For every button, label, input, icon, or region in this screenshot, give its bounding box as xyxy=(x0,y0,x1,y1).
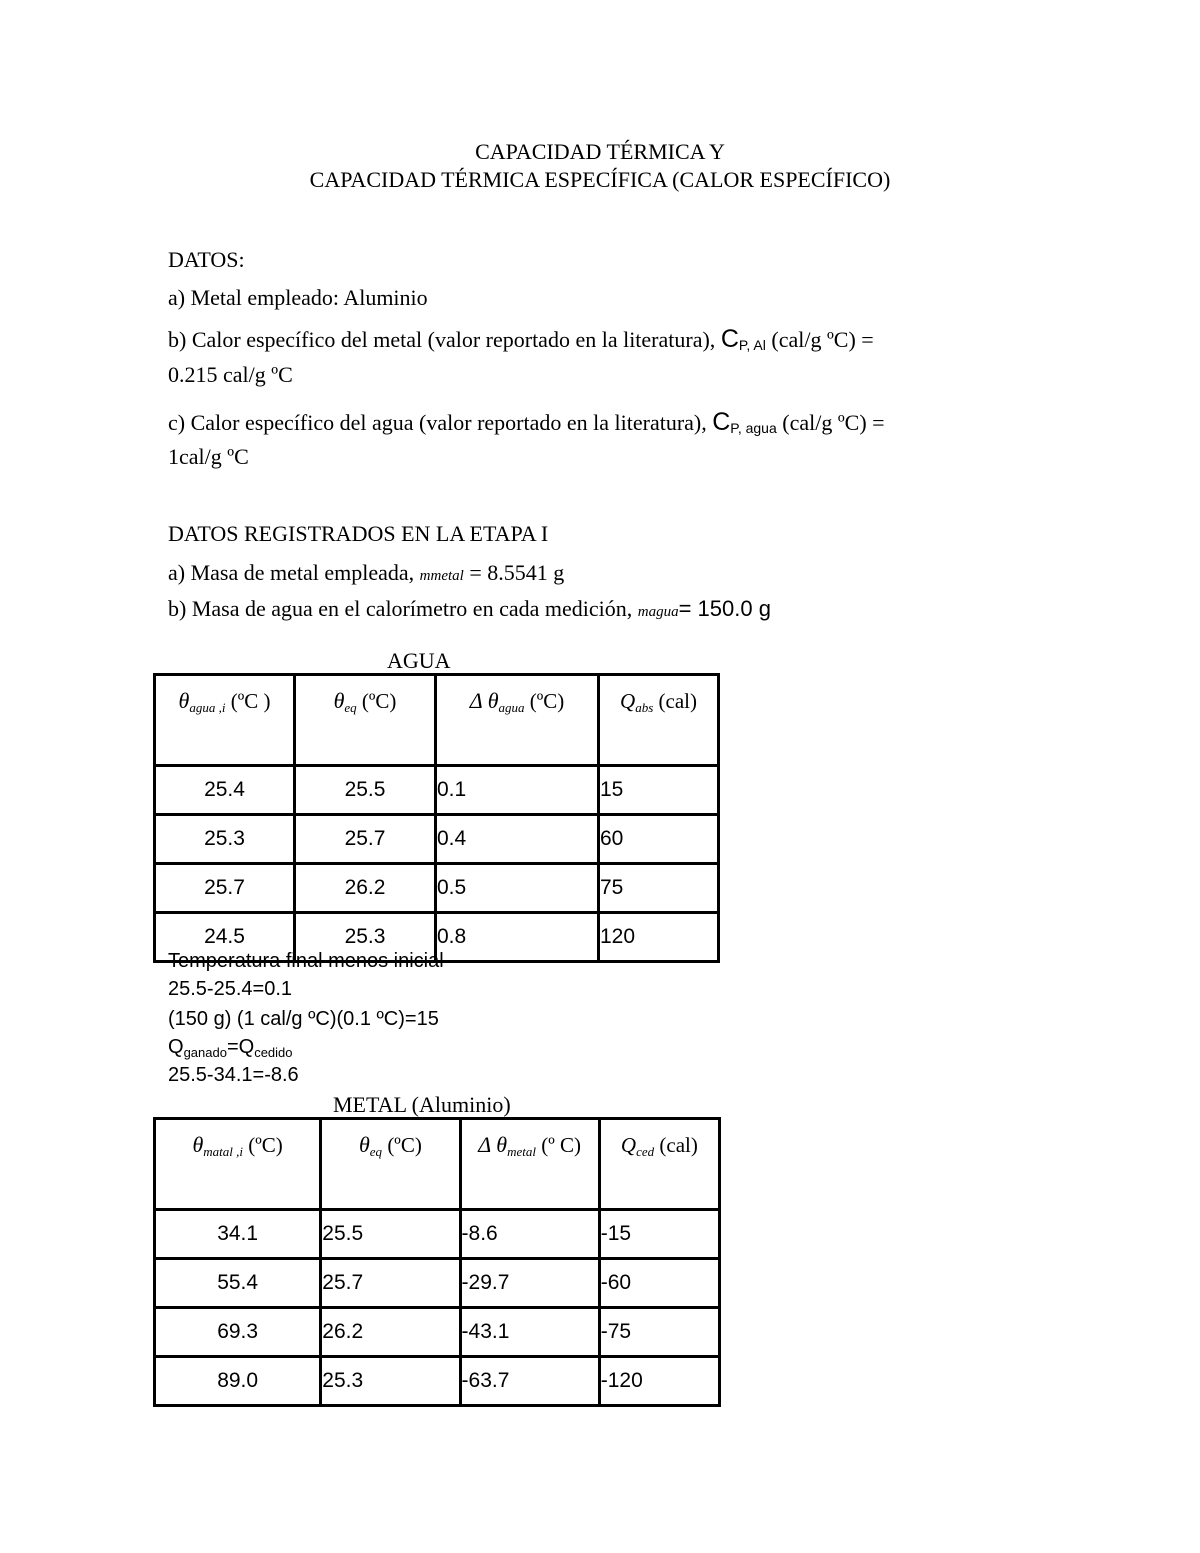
table-cell: 0.8 xyxy=(436,913,599,962)
etapa-a-post: = 8.5541 g xyxy=(463,560,565,585)
table-cell: -120 xyxy=(599,1357,719,1406)
agua-header-theta-i xyxy=(155,675,295,766)
table-cell: -8.6 xyxy=(460,1210,599,1259)
table-row xyxy=(155,766,719,815)
header-sub: eq xyxy=(344,700,357,715)
datos-b-post: (cal/g ºC) = xyxy=(765,327,874,352)
table-cell: -60 xyxy=(599,1259,719,1308)
agua-table-header-row xyxy=(155,675,719,766)
calc-line-5: 25.5-34.1=-8.6 xyxy=(168,1064,299,1086)
table-cell: 15 xyxy=(599,766,719,815)
datos-c-value: 1cal/g ºC xyxy=(168,444,249,469)
datos-b-text: b) Calor específico del metal (valor reportado en la literatura), xyxy=(168,327,721,352)
table-cell: 25.5 xyxy=(321,1210,460,1259)
metal-table-caption: METAL (Aluminio) xyxy=(333,1092,511,1117)
table-cell: 25.3 xyxy=(295,913,436,962)
header-unit: (ºC) xyxy=(524,689,565,713)
agua-header-delta-theta xyxy=(436,675,599,766)
table-row xyxy=(155,1357,720,1406)
metal-header-theta-eq xyxy=(321,1119,460,1210)
table-cell: 26.2 xyxy=(295,864,436,913)
agua-table xyxy=(153,673,720,963)
title-line-2: CAPACIDAD TÉRMICA ESPECÍFICA (CALOR ESPECÍFICO) xyxy=(309,167,891,192)
etapa-heading: DATOS REGISTRADOS EN LA ETAPA I xyxy=(168,521,549,546)
metal-table xyxy=(153,1117,721,1407)
table-cell: 0.5 xyxy=(436,864,599,913)
datos-c-post: (cal/g ºC) = xyxy=(776,410,885,435)
theta-symbol: θ xyxy=(178,688,190,713)
etapa-item-b xyxy=(168,596,771,622)
calc-line-1: Temperatura final menos inicial xyxy=(168,950,444,972)
table-cell: 25.7 xyxy=(321,1259,460,1308)
agua-table-caption: AGUA xyxy=(387,648,451,673)
header-sub: ced xyxy=(636,1144,655,1159)
table-row xyxy=(155,815,719,864)
datos-c-c: C xyxy=(712,408,731,436)
etapa-a-var: mmetal xyxy=(419,568,464,584)
metal-header-delta-theta xyxy=(460,1119,599,1210)
datos-item-b xyxy=(168,325,874,354)
table-cell: 120 xyxy=(599,913,719,962)
header-unit: (cal) xyxy=(654,1133,698,1157)
header-unit: (ºC ) xyxy=(225,689,271,713)
header-unit: (cal) xyxy=(653,689,697,713)
q-cedido-sub: cedido xyxy=(254,1045,293,1060)
table-cell: 25.5 xyxy=(295,766,436,815)
header-sub: agua xyxy=(498,700,525,715)
table-cell: 25.7 xyxy=(155,864,295,913)
q-symbol: Q xyxy=(620,1133,637,1157)
table-cell: -29.7 xyxy=(460,1259,599,1308)
header-sub: abs xyxy=(635,700,654,715)
table-cell: -75 xyxy=(599,1308,719,1357)
metal-table-header-row xyxy=(155,1119,720,1210)
table-cell: 55.4 xyxy=(155,1259,321,1308)
header-unit: (º C) xyxy=(535,1133,581,1157)
datos-c-text: c) Calor específico del agua (valor reportado en la literatura), xyxy=(168,410,713,435)
table-cell: 25.3 xyxy=(321,1357,460,1406)
table-row xyxy=(155,1308,720,1357)
etapa-b-var: magua xyxy=(637,604,679,620)
datos-item-a: a) Metal empleado: Aluminio xyxy=(168,285,428,310)
table-cell: -15 xyxy=(599,1210,719,1259)
datos-b-sub: P, Al xyxy=(738,337,766,353)
table-cell: 60 xyxy=(599,815,719,864)
calc-line-4 xyxy=(168,1036,293,1059)
table-cell: 0.4 xyxy=(436,815,599,864)
datos-c-sub: P, agua xyxy=(730,420,777,436)
q-symbol: Q xyxy=(620,689,636,713)
table-cell: -43.1 xyxy=(460,1308,599,1357)
table-cell: 75 xyxy=(599,864,719,913)
etapa-item-a xyxy=(168,560,564,586)
table-cell: 25.3 xyxy=(155,815,295,864)
table-cell: 89.0 xyxy=(155,1357,321,1406)
datos-b-value: 0.215 cal/g ºC xyxy=(168,362,293,387)
calc-line-2: 25.5-25.4=0.1 xyxy=(168,978,292,1000)
table-row xyxy=(155,1259,720,1308)
table-row xyxy=(155,1210,720,1259)
table-row xyxy=(155,864,719,913)
header-unit: (ºC) xyxy=(243,1133,283,1157)
q-ganado-sub: ganado xyxy=(183,1045,227,1060)
metal-header-theta-i xyxy=(155,1119,321,1210)
theta-symbol: θ xyxy=(358,1132,370,1157)
agua-header-theta-eq xyxy=(295,675,436,766)
agua-header-q-abs xyxy=(599,675,719,766)
header-unit: (ºC) xyxy=(356,689,397,713)
title-line-1: CAPACIDAD TÉRMICA Y xyxy=(475,139,725,164)
delta-theta-symbol: Δ θ xyxy=(469,688,499,713)
table-cell: -63.7 xyxy=(460,1357,599,1406)
datos-heading: DATOS: xyxy=(168,247,245,272)
theta-symbol: θ xyxy=(192,1132,204,1157)
delta-theta-symbol: Δ θ xyxy=(478,1132,508,1157)
etapa-b-text: b) Masa de agua en el calorímetro en cada medición, xyxy=(168,596,638,621)
table-cell: 24.5 xyxy=(155,913,295,962)
header-unit: (ºC) xyxy=(382,1133,422,1157)
table-cell: 26.2 xyxy=(321,1308,460,1357)
etapa-b-post: = 150.0 g xyxy=(678,596,771,621)
table-cell: 34.1 xyxy=(155,1210,321,1259)
table-cell: 69.3 xyxy=(155,1308,321,1357)
table-cell: 25.4 xyxy=(155,766,295,815)
calc-line-3: (150 g) (1 cal/g ºC)(0.1 ºC)=15 xyxy=(168,1008,439,1030)
table-cell: 0.1 xyxy=(436,766,599,815)
header-sub: agua ,i xyxy=(189,700,226,715)
table-cell: 25.7 xyxy=(295,815,436,864)
q-ganado-symbol: Q xyxy=(168,1036,184,1058)
etapa-a-text: a) Masa de metal empleada, xyxy=(168,560,420,585)
datos-item-c xyxy=(168,408,885,437)
header-sub: metal xyxy=(507,1144,536,1159)
theta-symbol: θ xyxy=(333,688,345,713)
header-sub: eq xyxy=(369,1144,383,1159)
metal-header-q-ced xyxy=(599,1119,719,1210)
datos-b-c: C xyxy=(720,325,739,353)
header-sub: matal ,i xyxy=(203,1144,244,1159)
q-cedido-symbol: =Q xyxy=(226,1036,255,1058)
